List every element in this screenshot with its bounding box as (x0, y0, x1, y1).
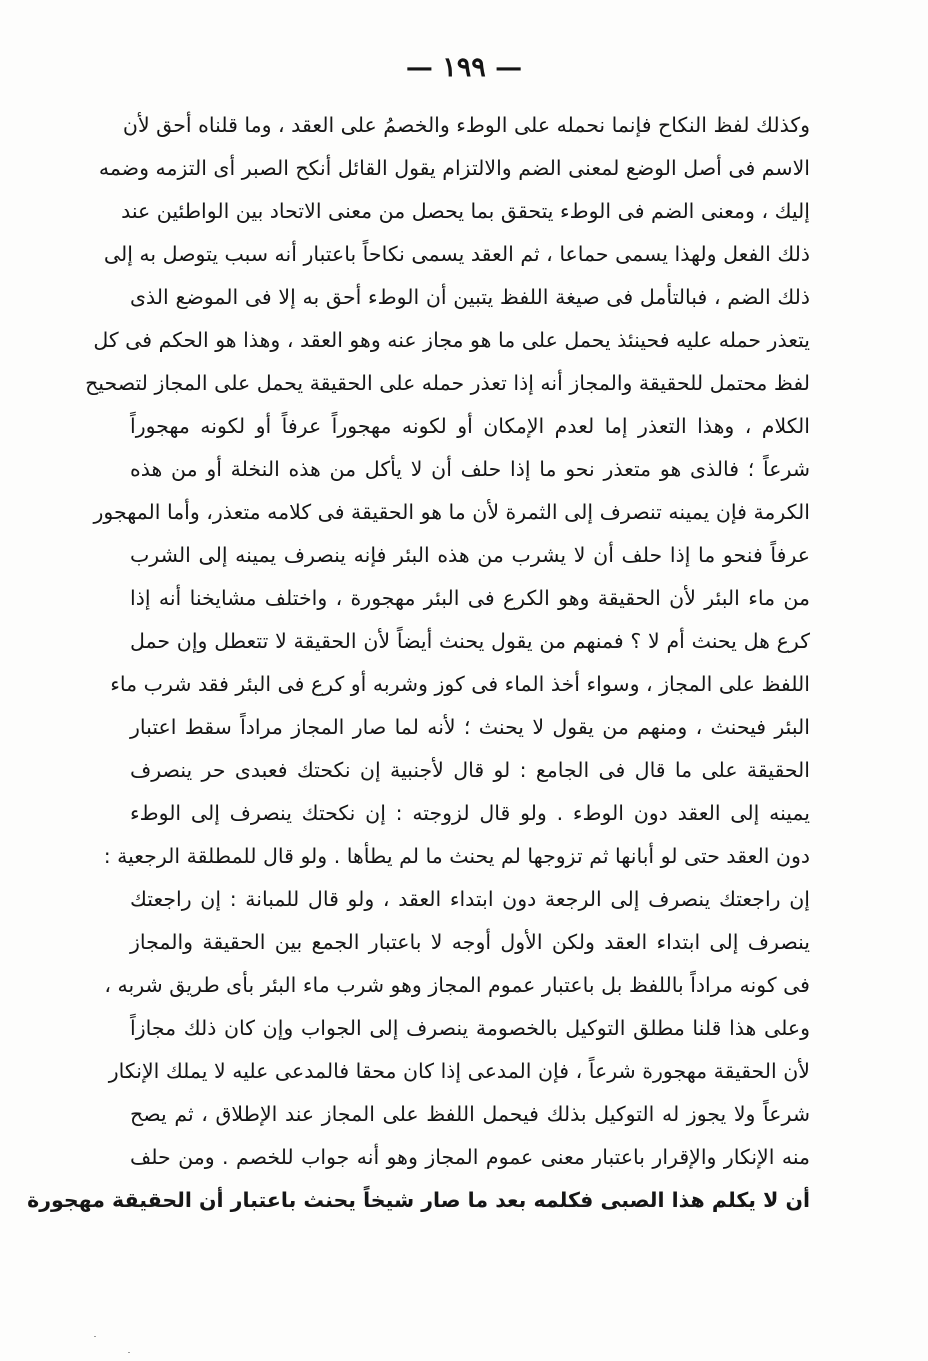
text-line: شرعاً ؛ فالذى هو متعذر نحو ما إذا حلف أن لا يأكل من هذه النخلة أو من هذه (130, 457, 810, 481)
text-line: وعلى هذا قلنا مطلق التوكيل بالخصومة ينصرف إلى الجواب وإن كان ذلك مجازاً (130, 1016, 810, 1040)
text-line: من ماء البئر لأن الحقيقة وهو الكرع فى البئر مهجورة ، واختلف مشايخنا أنه إذا (130, 586, 810, 610)
text-line: وكذلك لفظ النكاح فإنما نحمله على الوطء والخصمُ على العقد ، وما قلناه أحق لأن (122, 113, 810, 137)
page-number: — ١٩٩ — (405, 52, 523, 83)
text-line: البئر فيحنث ، ومنهم من يقول لا يحنث ؛ لأنه لما صار المجاز مراداً سقط اعتبار (130, 715, 810, 739)
body-text (27, 104, 810, 1222)
text-line: الكلام ، وهذا التعذر إما لعدم الإمكان أو لكونه مهجوراً عرفاً أو لكونه مهجوراً (130, 414, 810, 438)
text-line: لأن الحقيقة مهجورة شرعاً ، فإن المدعى إذا كان محقا فالمدعى عليه لا يملك الإنكار (108, 1059, 810, 1083)
text-line: يتعذر حمله عليه فحينئذ يحمل على ما هو مجاز عنه وهو العقد ، وهذا هو الحكم فى كل (93, 328, 810, 352)
text-line: اللفظ على المجاز ، وسواء أخذ الماء فى كوز وشربه أو كرع فى البئر فقد شرب ماء (110, 672, 810, 696)
text-line: إليك ، ومعنى الضم فى الوطء يتحقق بما يحصل من معنى الاتحاد بين الواطئين عند (121, 199, 810, 223)
text-line: يمينه إلى العقد دون الوطء . ولو قال لزوجته : إن نكحتك ينصرف إلى الوطء (130, 801, 810, 825)
text-line: فى كونه مراداً باللفظ بل باعتبار عموم المجاز وهو شرب ماء البئر بأى طريق شربه ، (104, 973, 810, 997)
text-line: إن راجعتك ينصرف إلى الرجعة دون ابتداء العقد ، ولو قال للمبانة : إن راجعتك (130, 887, 810, 911)
text-line: الكرمة فإن يمينه تنصرف إلى الثمرة لأن ما هو الحقيقة فى كلامه متعذر، وأما المهجور (93, 500, 810, 524)
text-line: الحقيقة على ما قال فى الجامع : لو قال لأجنبية إن نكحتك فعبدى حر ينصرف (130, 758, 810, 782)
text-line: الاسم فى أصل الوضع لمعنى الضم والالتزام يقول القائل أنكح الصبر أى التزمه وضمه (98, 156, 810, 180)
scan-speck (128, 1352, 130, 1353)
text-line: أن لا يكلم هذا الصبى فكلمه بعد ما صار شيخاً يحنث باعتبار أن الحقيقة مهجورة (27, 1188, 810, 1212)
text-line: ذلك الضم ، فبالتأمل فى صيغة اللفظ يتبين أن الوطء أحق به إلا فى الموضع الذى (130, 285, 810, 309)
text-line: ذلك الفعل ولهذا يسمى حماعا ، ثم العقد يسمى نكاحاً باعتبار أنه سبب يتوصل به إلى (103, 242, 810, 266)
text-line: دون العقد حتى لو أبانها ثم تزوجها لم يحنث ما لم يطأها . ولو قال للمطلقة الرجعية : (103, 844, 810, 868)
text-line: شرعاً ولا يجوز له التوكيل بذلك فيحمل اللفظ على المجاز عند الإطلاق ، ثم يصح (130, 1102, 810, 1126)
text-line: كرع هل يحنث أم لا ؟ فمنهم من يقول يحنث أيضاً لأن الحقيقة لا تتعطل وإن حمل (130, 629, 810, 653)
text-line: ينصرف إلى ابتداء العقد ولكن الأول أوجه لا باعتبار الجمع بين الحقيقة والمجاز (130, 930, 810, 954)
text-line: منه الإنكار والإقرار باعتبار معنى عموم المجاز وهو أنه جواب للخصم . ومن حلف (130, 1145, 810, 1169)
text-line: عرفاً فنحو ما إذا حلف أن لا يشرب من هذه البئر فإنه ينصرف يمينه إلى الشرب (130, 543, 810, 567)
text-line: لفظ محتمل للحقيقة والمجاز أنه إذا تعذر حمله على الحقيقة يحمل على المجاز لتصحيح (85, 371, 810, 395)
scan-speck (94, 1336, 96, 1337)
